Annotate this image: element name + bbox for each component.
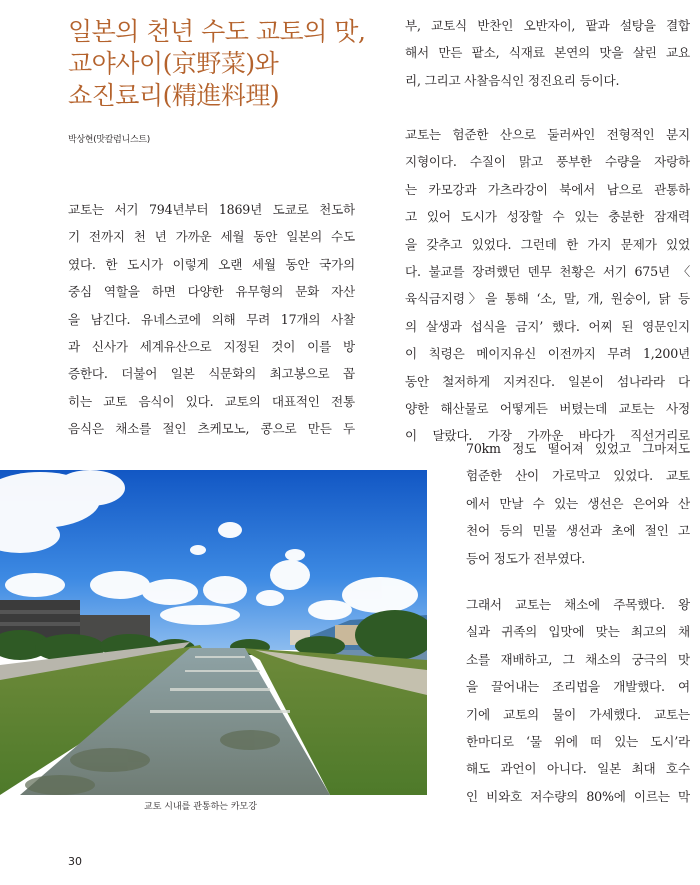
paragraph-vegetables xyxy=(466,591,690,810)
title-line-1: 일본의 천년 수도 교토의 맛, xyxy=(68,17,366,46)
article-title xyxy=(68,16,368,112)
text-line: 다. 불교를 장려했던 덴무 천황은 서기 675년 〈 xyxy=(405,264,690,280)
text-line: 교토는 험준한 산으로 둘러싸인 전형적인 분지 xyxy=(405,127,690,142)
page-number: 30 xyxy=(68,855,82,868)
text-line: 과 신사가 세계유산으로 지정된 것이 이를 방 xyxy=(68,339,355,355)
text-line: 기 전까지 천 년 가까운 세월 동안 일본의 수도 xyxy=(68,229,355,245)
paragraph-basin xyxy=(405,121,690,450)
kamo-river-photo xyxy=(0,470,427,795)
text-line: 해도 과언이 아니다. 일본 최대 호수 xyxy=(466,761,690,777)
author-byline: 박상현(맛칼럼니스트) xyxy=(68,135,150,145)
text-line: 인 비와호 저수량의 80%에 이르는 막 xyxy=(466,788,690,804)
text-line: 의 살생과 섭식을 금지’ 했다. 어찌 된 영문인지 xyxy=(405,318,690,334)
text-line: 한마디로 ‘물 위에 떠 있는 도시’라 xyxy=(466,734,690,750)
right-column-vegetables xyxy=(466,591,690,810)
text-line: 히는 교토 음식이 있다. 교토의 대표적인 전통 xyxy=(68,393,355,409)
photo-caption: 교토 시내를 관통하는 카모강 xyxy=(144,802,257,812)
text-line: 부, 교토식 반찬인 오반자이, 팥과 설탕을 결합 xyxy=(405,18,690,33)
text-line: 는 카모강과 가츠라강이 북에서 남으로 관통하 xyxy=(405,181,690,197)
river-illustration xyxy=(0,470,427,795)
text-line: 였다. 한 도시가 이렇게 오랜 세월 동안 국가의 xyxy=(68,256,355,272)
text-line: 육식금지령〉을 통해 ‘소, 말, 개, 원숭이, 닭 등 xyxy=(405,291,690,307)
text-line: 지형이다. 수질이 맑고 풍부한 수량을 자랑하 xyxy=(405,154,690,170)
text-line: 고 있어 도시가 성장할 수 있는 충분한 잠재력 xyxy=(405,209,690,225)
text-line: 동안 철저하게 지켜진다. 일본이 섬나라라 다 xyxy=(405,373,690,389)
paragraph-continued xyxy=(405,12,690,94)
title-line-3: 쇼진료리(精進料理) xyxy=(68,81,280,110)
text-line: 70km 정도 떨어져 있었고 그마저도 xyxy=(466,441,690,456)
text-line: 양한 해산물로 어떻게든 버텼는데 교토는 사정 xyxy=(405,401,690,417)
text-line: 을 남긴다. 유네스코에 의해 무려 17개의 사찰 xyxy=(68,311,355,327)
text-line: 천어 등의 민물 생선과 초에 절인 고 xyxy=(466,523,690,539)
left-column xyxy=(68,196,355,443)
text-line: 음식은 채소를 절인 츠케모노, 콩으로 만든 두 xyxy=(68,421,355,437)
right-column-basin-cont xyxy=(466,435,690,572)
text-line: 을 끌어내는 조리법을 개발했다. 여 xyxy=(466,679,690,695)
text-line: 리, 그리고 사찰음식인 정진요리 등이다. xyxy=(405,72,620,88)
text-line: 험준한 산이 가로막고 있었다. 교토 xyxy=(466,468,690,484)
title-line-2: 교야사이(京野菜)와 xyxy=(68,49,279,78)
text-line: 기에 교토의 물이 가세했다. 교토는 xyxy=(466,706,690,722)
paragraph-intro xyxy=(68,196,355,443)
text-line: 그래서 교토는 채소에 주목했다. 왕 xyxy=(466,597,690,612)
text-line: 실과 귀족의 입맛에 맞는 최고의 채 xyxy=(466,624,690,640)
paragraph-basin-cont xyxy=(466,435,690,572)
text-line: 이 칙령은 메이지유신 이전까지 무려 1,200년 xyxy=(405,346,690,362)
right-column-top xyxy=(405,12,690,94)
text-line: 을 갖추고 있었다. 그런데 한 가지 문제가 있었 xyxy=(405,236,690,252)
text-line: 등어 정도가 전부였다. xyxy=(466,550,586,566)
right-column-basin xyxy=(405,121,690,450)
text-line: 이 달랐다. 가장 가까운 바다가 직선거리로 xyxy=(405,428,690,444)
text-line: 증한다. 더불어 일본 식문화의 최고봉으로 꼽 xyxy=(68,366,355,382)
text-line: 에서 만날 수 있는 생선은 은어와 산 xyxy=(466,495,690,511)
text-line: 소를 재배하고, 그 채소의 궁극의 맛 xyxy=(466,651,690,667)
text-line: 교토는 서기 794년부터 1869년 도쿄로 천도하 xyxy=(68,202,355,217)
text-line: 해서 만든 팥소, 식재료 본연의 맛을 살린 교요 xyxy=(405,45,690,61)
text-line: 중심 역할을 하면 다양한 유무형의 문화 자산 xyxy=(68,284,355,300)
